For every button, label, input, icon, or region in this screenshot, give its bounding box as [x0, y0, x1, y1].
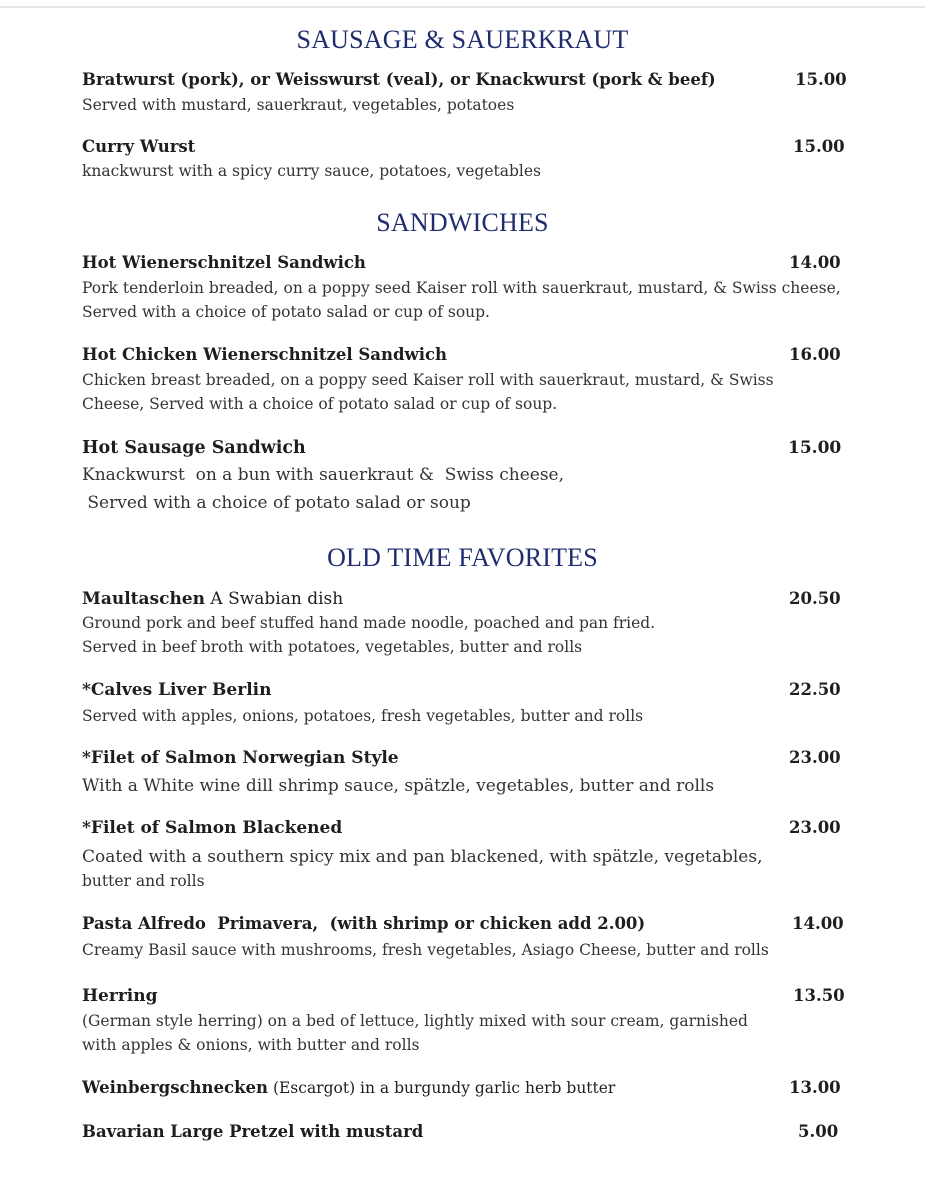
item-price: 23.00: [789, 748, 841, 767]
item-name: Pasta Alfredo Primavera, (with shrimp or chicken add 2.00): [82, 914, 646, 933]
item-description: knackwurst with a spicy curry sauce, potatoes, vegetables: [82, 162, 542, 180]
item-description: with apples & onions, with butter and rolls: [82, 1036, 420, 1054]
item-description: Served with a choice of potato salad or cup of soup.: [82, 303, 490, 321]
item-name-note: A Swabian dish: [204, 589, 344, 609]
item-price: 23.00: [789, 818, 841, 837]
item-price: 15.00: [788, 438, 842, 458]
item-name: Hot Wienerschnitzel Sandwich: [82, 253, 366, 272]
item-price: 13.50: [793, 986, 845, 1005]
item-name-bold: Weinbergschnecken: [82, 1078, 269, 1097]
item-name: [82, 589, 343, 609]
item-price: 15.00: [793, 137, 845, 156]
item-description: Chicken breast breaded, on a poppy seed Kaiser roll with sauerkraut, mustard, & Swiss: [82, 371, 774, 389]
item-description: butter and rolls: [82, 872, 205, 890]
item-description: With a White wine dill shrimp sauce, spätzle, vegetables, butter and rolls: [82, 776, 715, 796]
item-price: 14.00: [792, 914, 844, 933]
item-description: Served with apples, onions, potatoes, fresh vegetables, butter and rolls: [82, 707, 644, 725]
item-price: 16.00: [789, 345, 841, 364]
item-name: *Calves Liver Berlin: [82, 680, 272, 700]
top-divider: [0, 6, 925, 8]
item-description: (German style herring) on a bed of lettuce, lightly mixed with sour cream, garnished: [82, 1012, 748, 1030]
item-description: Served in beef broth with potatoes, vegetables, butter and rolls: [82, 638, 583, 656]
item-price: 15.00: [795, 70, 847, 89]
item-description: Knackwurst on a bun with sauerkraut & Swiss cheese,: [82, 465, 565, 485]
item-name-bold: Maultaschen: [82, 589, 205, 609]
item-name: Herring: [82, 986, 158, 1006]
item-price: 5.00: [798, 1122, 839, 1141]
item-description: Creamy Basil sauce with mushrooms, fresh vegetables, Asiago Cheese, butter and rolls: [82, 941, 769, 959]
section-heading-old-time-favorites: OLD TIME FAVORITES: [327, 543, 598, 572]
item-name: Bratwurst (pork), or Weisswurst (veal), or Knackwurst (pork & beef): [82, 70, 716, 89]
item-price: 14.00: [789, 253, 841, 272]
item-name-note: (Escargot) in a burgundy garlic herb butter: [268, 1079, 616, 1097]
item-name: Hot Chicken Wienerschnitzel Sandwich: [82, 345, 448, 364]
item-name: Curry Wurst: [82, 137, 196, 156]
item-description: Coated with a southern spicy mix and pan blackened, with spätzle, vegetables,: [82, 847, 763, 867]
item-name: *Filet of Salmon Norwegian Style: [82, 748, 399, 768]
item-description: Ground pork and beef stuffed hand made noodle, poached and pan fried.: [82, 614, 656, 632]
item-name: Hot Sausage Sandwich: [82, 438, 306, 458]
item-price: 13.00: [789, 1078, 841, 1097]
item-name: *Filet of Salmon Blackened: [82, 818, 343, 838]
section-heading-sandwiches: SANDWICHES: [376, 208, 549, 237]
section-heading-sausage: SAUSAGE & SAUERKRAUT: [296, 25, 629, 54]
item-description: Served with mustard, sauerkraut, vegetables, potatoes: [82, 96, 515, 114]
item-description: Cheese, Served with a choice of potato salad or cup of soup.: [82, 395, 558, 413]
item-price: 20.50: [789, 589, 841, 608]
item-description: Served with a choice of potato salad or soup: [82, 493, 471, 513]
item-name: [82, 1078, 615, 1097]
item-description: Pork tenderloin breaded, on a poppy seed Kaiser roll with sauerkraut, mustard, & Swiss cheese,: [82, 279, 841, 297]
item-name: Bavarian Large Pretzel with mustard: [82, 1122, 424, 1141]
item-price: 22.50: [789, 680, 841, 699]
